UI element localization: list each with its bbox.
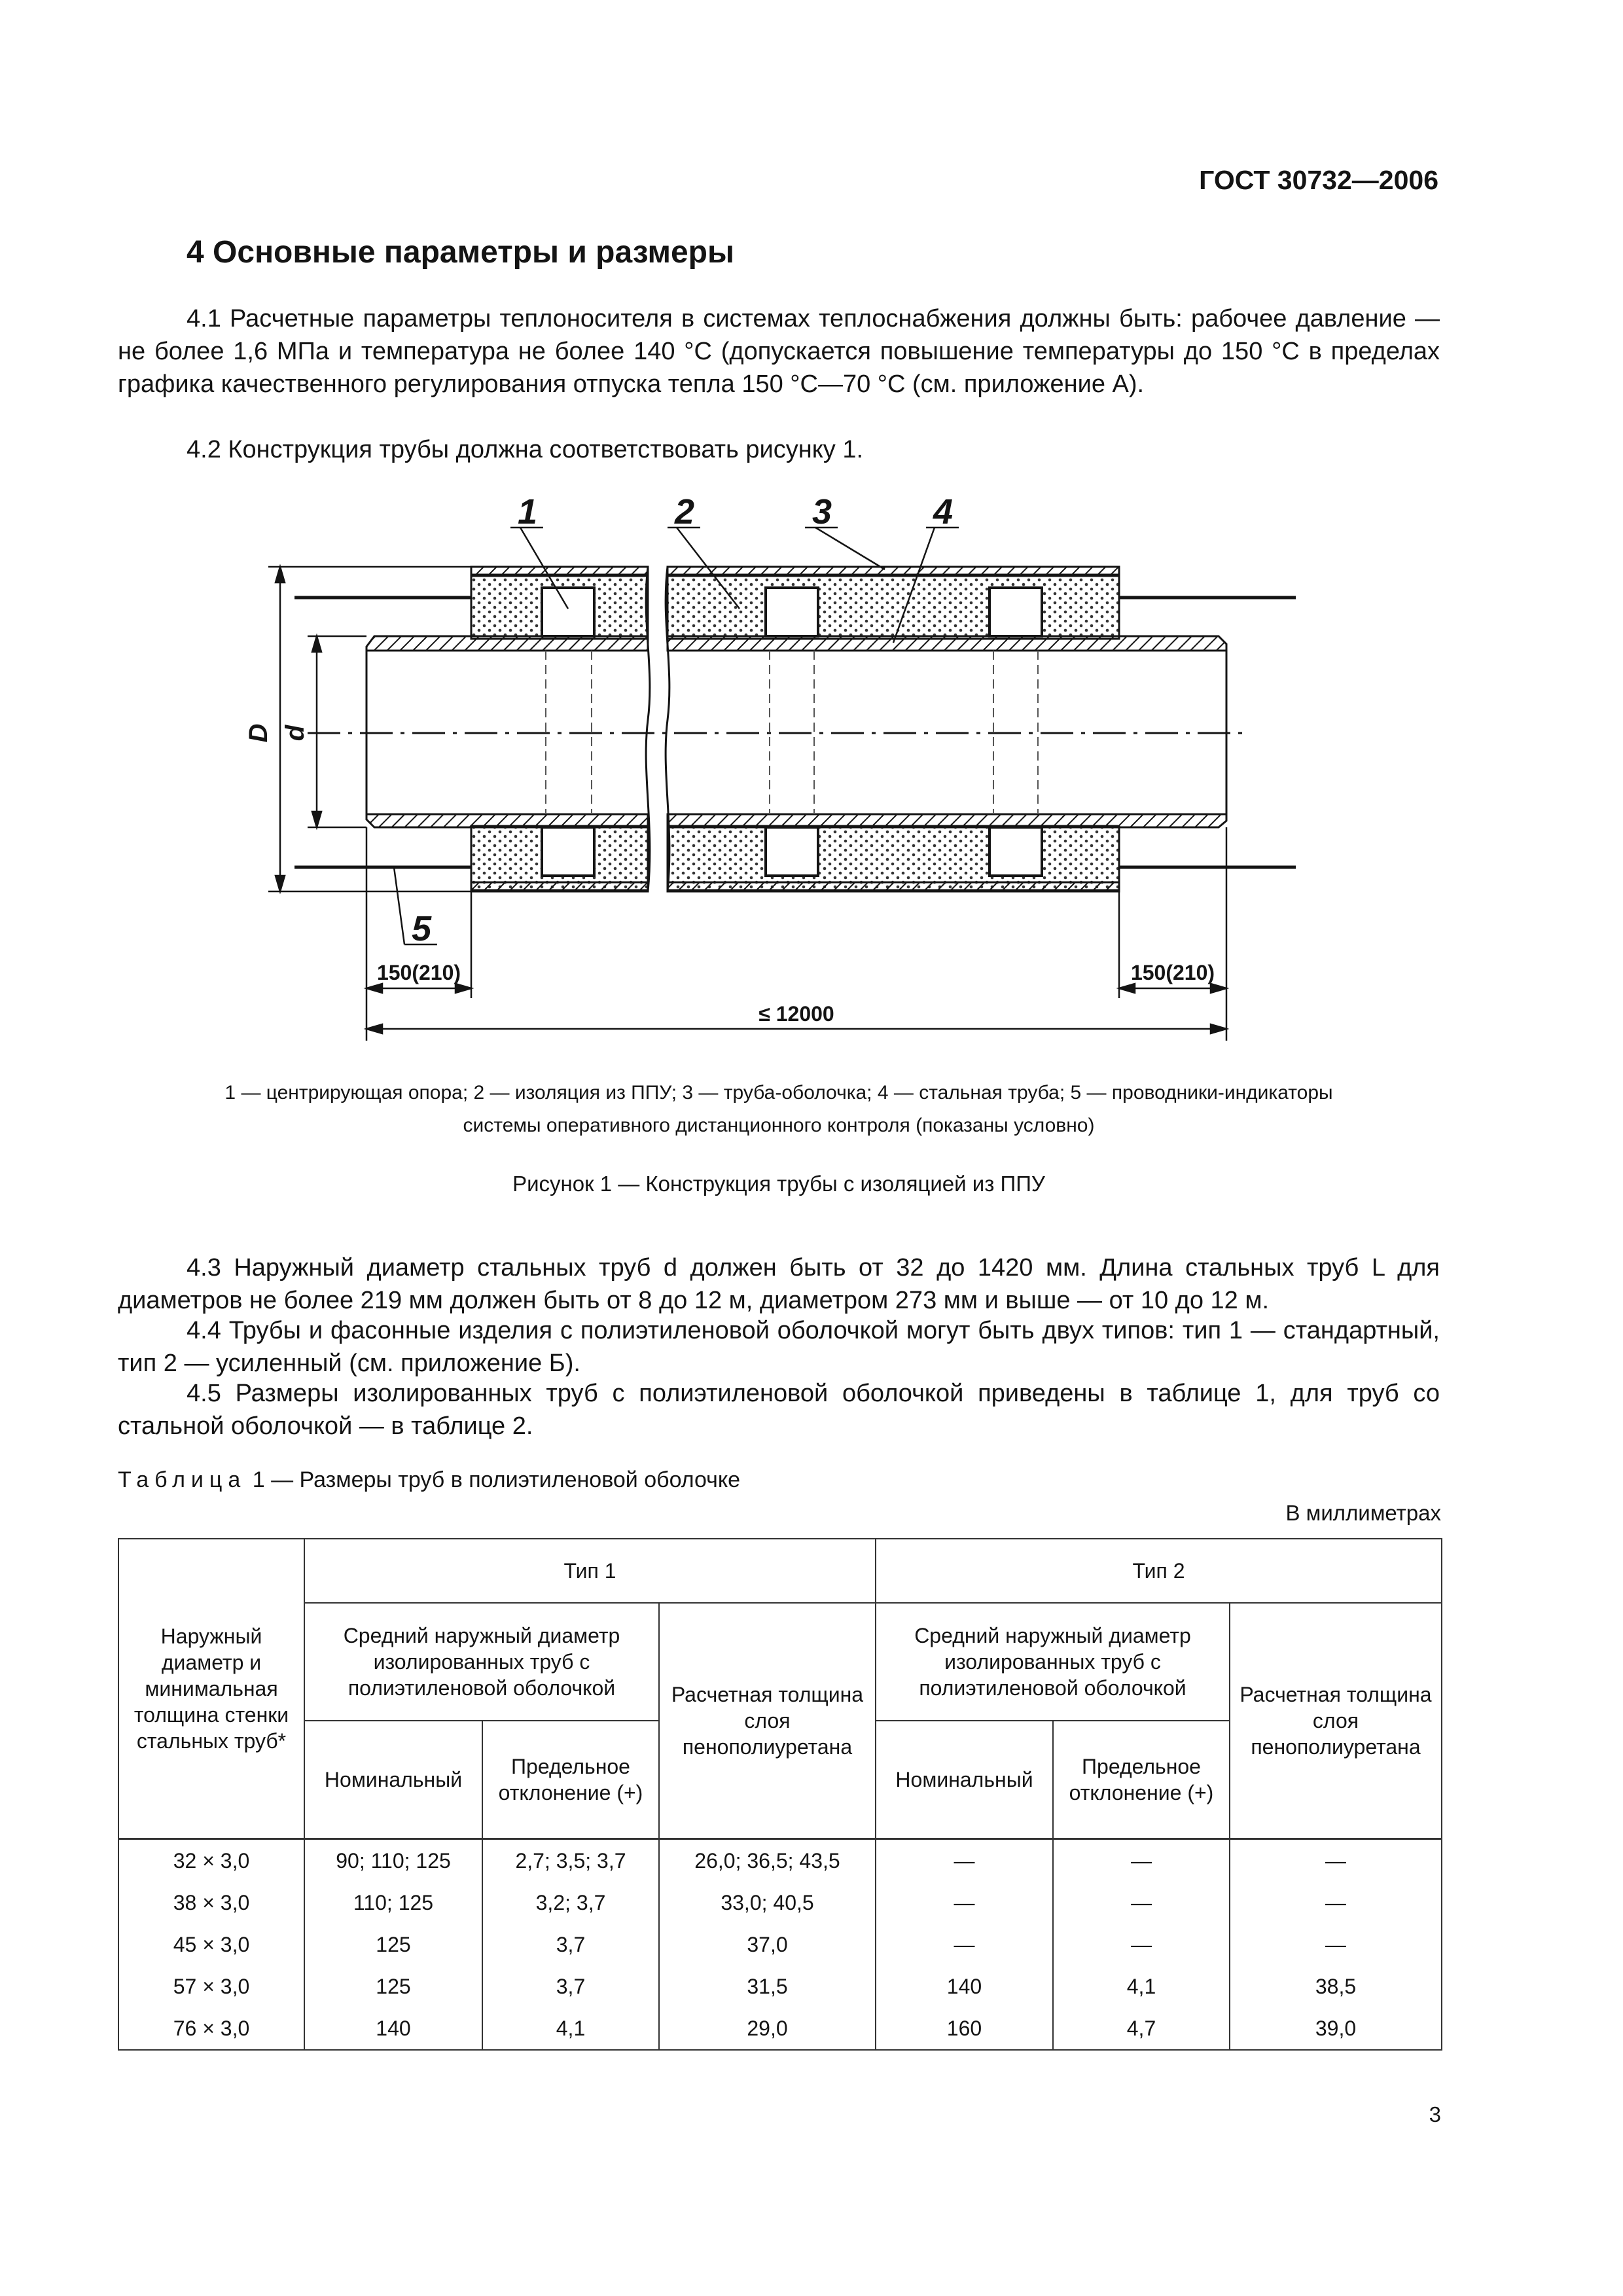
callout-2: 2: [674, 492, 695, 531]
inner-diameter-label: d: [281, 725, 310, 742]
table-cell: —: [876, 1882, 1053, 1924]
table-cell: 2,7; 3,5; 3,7: [482, 1839, 659, 1882]
table-cell: 32 × 3,0: [118, 1839, 304, 1882]
table-cell: 45 × 3,0: [118, 1924, 304, 1965]
table-cell: 4,7: [1053, 2007, 1230, 2050]
table-cell: 110; 125: [304, 1882, 482, 1924]
figure-legend-line-1: 1 — центрирующая опора; 2 — изоляция из ППУ; 3 — труба-оболочка; 4 — стальная труба; 5 — проводники-индикаторы: [224, 1082, 1333, 1103]
table-row: [118, 2007, 1442, 2050]
table-title: Таблица 1 — Размеры труб в полиэтиленовой оболочке: [118, 1467, 741, 1492]
callout-5: 5: [411, 909, 432, 948]
figure-legend-line-2: системы оперативного дистанционного контроля (показаны условно): [463, 1115, 1095, 1136]
document-code: ГОСТ 30732—2006: [1199, 165, 1438, 195]
header-deviation-type-2: Предельное отклонение (+): [1053, 1721, 1230, 1839]
table-cell: 4,1: [482, 2007, 659, 2050]
table-cell: —: [1053, 1924, 1230, 1965]
table-cell: 26,0; 36,5; 43,5: [659, 1839, 876, 1882]
table-row: [118, 1965, 1442, 2007]
table-cell: 31,5: [659, 1965, 876, 2007]
header-nominal-type-2: Номинальный: [876, 1721, 1053, 1839]
steel-pipe: [366, 636, 1226, 827]
table-cell: 140: [304, 2007, 482, 2050]
table-cell: 4,1: [1053, 1965, 1230, 2007]
header-calc-thickness-type-2: Расчетная толщина слоя пенополиуретана: [1230, 1603, 1442, 1839]
table-cell: 37,0: [659, 1924, 876, 1965]
table-cell: 39,0: [1230, 2007, 1442, 2050]
callout-3: 3: [812, 492, 832, 531]
header-calc-thickness-type-1: Расчетная толщина слоя пенополиуретана: [659, 1603, 876, 1839]
header-type-1: Тип 1: [304, 1539, 876, 1603]
pipe-construction-figure: [0, 458, 1623, 1067]
header-avg-diameter-type-1: Средний наружный диаметр изолированных труб с полиэтиленовой оболочкой: [304, 1603, 659, 1721]
table-cell: 3,2; 3,7: [482, 1882, 659, 1924]
pipe-dimensions-table: [118, 1538, 1442, 2051]
table-cell: —: [876, 1924, 1053, 1965]
table-cell: —: [1053, 1882, 1230, 1924]
paragraph-4-3: 4.3 Наружный диаметр стальных труб d должен быть от 32 до 1420 мм. Длина стальных труб L для диаметров не более 219 мм должен быть от 8 до 12 м, диаметром 273 мм и выше — от 10 до 12 м.: [118, 1254, 1440, 1314]
break-lines: [646, 567, 669, 891]
table-cell: —: [1230, 1882, 1442, 1924]
paragraph-4-1: 4.1 Расчетные параметры теплоносителя в системах теплоснабжения должны быть: рабочее давление — не более 1,6 МПа и температура не более 140 °С (допускается повышение температуры до 150 °С в пределах графика качественного регулирования отпуска тепла 150 °С—70 °С (см. приложение А).: [118, 305, 1440, 398]
table-row: [118, 1839, 1442, 1882]
dim-left-label: 150(210): [376, 961, 461, 984]
table-cell: 57 × 3,0: [118, 1965, 304, 2007]
table-cell: —: [1053, 1839, 1230, 1882]
table-cell: 125: [304, 1965, 482, 2007]
paragraph-4-4: 4.4 Трубы и фасонные изделия с полиэтиленовой оболочкой могут быть двух типов: тип 1 — стандартный, тип 2 — усиленный (см. приложение Б).: [118, 1317, 1440, 1377]
table-cell: 3,7: [482, 1965, 659, 2007]
header-nominal-type-1: Номинальный: [304, 1721, 482, 1839]
table-units: В миллиметрах: [1285, 1501, 1441, 1525]
table-row: [118, 1882, 1442, 1924]
figure-caption: Рисунок 1 — Конструкция трубы с изоляцией из ППУ: [512, 1172, 1045, 1196]
page-number: 3: [1429, 2102, 1441, 2126]
table-cell: 33,0; 40,5: [659, 1882, 876, 1924]
header-type-2: Тип 2: [876, 1539, 1442, 1603]
outer-diameter-label: D: [244, 723, 273, 743]
table-cell: 38 × 3,0: [118, 1882, 304, 1924]
table-cell: —: [876, 1839, 1053, 1882]
header-deviation-type-1: Предельное отклонение (+): [482, 1721, 659, 1839]
dim-right-label: 150(210): [1130, 961, 1215, 984]
table-cell: —: [1230, 1924, 1442, 1965]
table-cell: 29,0: [659, 2007, 876, 2050]
paragraph-4-5: 4.5 Размеры изолированных труб с полиэтиленовой оболочкой приведены в таблице 1, для труб со стальной оболочкой — в таблице 2.: [118, 1380, 1440, 1440]
paragraph-4-2: 4.2 Конструкция трубы должна соответствовать рисунку 1.: [187, 436, 864, 463]
table-cell: 90; 110; 125: [304, 1839, 482, 1882]
section-title: 4 Основные параметры и размеры: [187, 235, 734, 270]
callout-1: 1: [517, 492, 538, 531]
table-cell: 140: [876, 1965, 1053, 2007]
table-cell: 38,5: [1230, 1965, 1442, 2007]
table-cell: 160: [876, 2007, 1053, 2050]
header-avg-diameter-type-2: Средний наружный диаметр изолированных труб с полиэтиленовой оболочкой: [876, 1603, 1230, 1721]
dim-total-label: ≤ 12000: [758, 1002, 834, 1026]
table-row: [118, 1924, 1442, 1965]
header-outer-diameter: Наружный диаметр и минимальная толщина стенки стальных труб*: [118, 1539, 304, 1839]
table-cell: —: [1230, 1839, 1442, 1882]
callout-4: 4: [933, 492, 954, 531]
table-cell: 76 × 3,0: [118, 2007, 304, 2050]
table-cell: 125: [304, 1924, 482, 1965]
table-cell: 3,7: [482, 1924, 659, 1965]
